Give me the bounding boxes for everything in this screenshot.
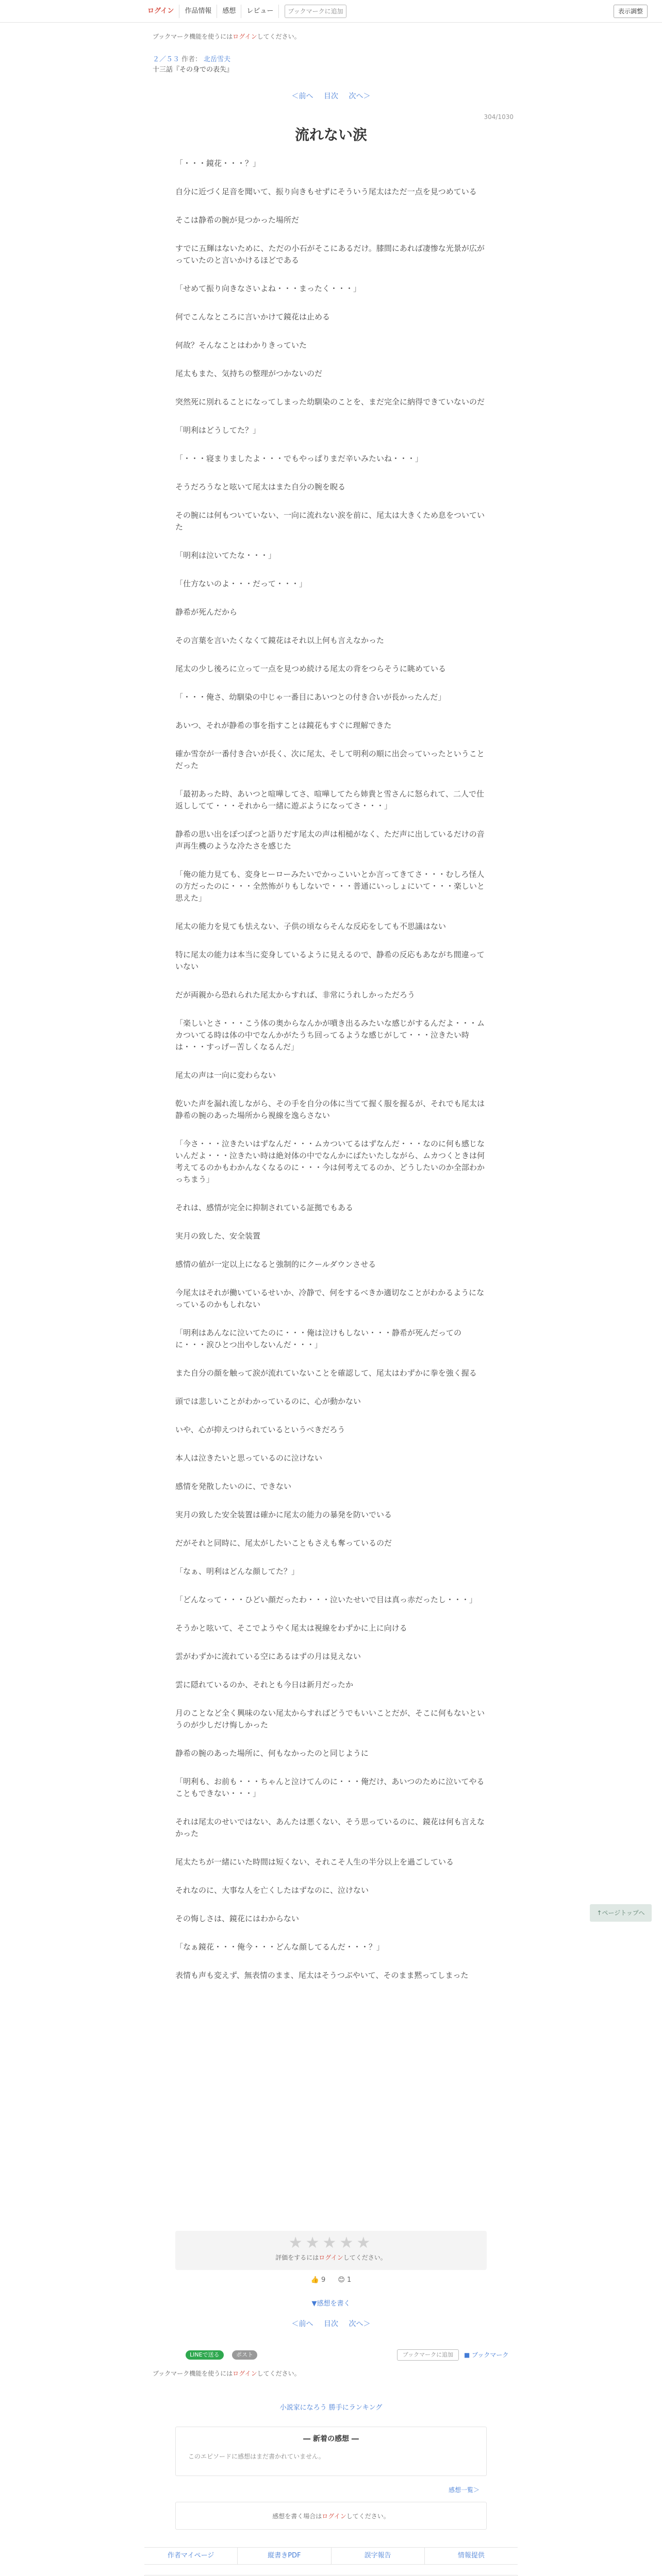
body-paragraph: それなのに、大事な人を亡くしたはずなのに、泣けない (175, 1886, 369, 1895)
page-number: 304/1030 (484, 113, 514, 121)
star-icon[interactable]: ★ (322, 2234, 340, 2252)
chapter-subtitle: 十三話『その身での表失』 (153, 66, 234, 74)
body-paragraph: だがそれと同時に、尾太がしたいこともさえも奪っているのだ (175, 1538, 392, 1548)
body-paragraph: 「せめて振り向きなさいよね・・・まったく・・・」 (175, 284, 361, 293)
body-paragraph: 「最初あった時、あいつと喧嘩してさ、喧嘩してたら姉貴と雪さんに怒られて、二人で仕返ししてて・・・それから一緒に遊ぶようになってさ・・・」 (175, 789, 484, 810)
body-paragraph: 尾太の声は一向に変わらない (175, 1071, 276, 1080)
rating-login-note: 評価をするにはログインしてください。 (275, 2254, 387, 2261)
prev-link[interactable]: ＜前へ (291, 2320, 313, 2328)
author-links-row (144, 2547, 518, 2565)
ranking-link[interactable]: 小説家になろう 勝手にランキング (279, 2404, 383, 2412)
info-provide-link[interactable]: 情報提供 (457, 2552, 485, 2560)
new-impressions-heading: ― 新着の感想 ― (303, 2435, 359, 2443)
body-paragraph: その腕には何もついていない、一向に流れない涙を前に、尾太は大きくため息をついていた (175, 511, 485, 532)
header-nav (142, 5, 279, 18)
body-paragraph: 乾いた声を漏れ流しながら、その手を自分の体に当てて握く服を握るが、それでも尾太は静希の腕のあった場所から視線を逸らさない (175, 1099, 485, 1120)
new-impressions-empty: このエピソードに感想はまだ書かれていません。 (188, 2453, 325, 2460)
body-paragraph: 静希の思い出をぽつぽつと語りだす尾太の声は相槌がなく、ただ声に出しているだけの音声再生機のような冷たさを感じた (175, 829, 485, 851)
body-paragraph: 本人は泣きたいと思っているのに泣けない (175, 1453, 323, 1463)
body-paragraph: 「どんなって・・・ひどい顔だったわ・・・泣いたせいで目は真っ赤だったし・・・」 (175, 1595, 477, 1604)
body-paragraph: 感情を発散したいのに、できない (175, 1482, 292, 1491)
star-icon[interactable]: ★ (339, 2234, 357, 2252)
author-label: 作者： (181, 56, 202, 63)
body-paragraph: 実月の致した、安全装置 (175, 1231, 261, 1241)
body-paragraph: 「明利も、お前も・・・ちゃんと泣けてんのに・・・俺だけ、あいつのために泣いてやることもできない・・・」 (175, 1777, 485, 1798)
body-paragraph: 感情の値が一定以上になると強制的にクールダウンさせる (175, 1260, 376, 1269)
body-paragraph: 「明利はどうしてた？」 (175, 426, 261, 435)
reviews-link[interactable]: レビュー (241, 5, 279, 18)
body-paragraph: 「明利はあんなに泣いてたのに・・・俺は泣けもしない・・・静希が死んだってのに・・・涙ひとつ出やしないんだ・・・」 (175, 1328, 462, 1349)
bookmark-login-note: ブックマーク機能を使うにはログインしてください。 (153, 33, 301, 40)
pager-top (0, 91, 662, 101)
reactions (0, 2276, 662, 2284)
series-info (153, 54, 230, 63)
body-paragraph: 尾太たちが一緒にいた時間は短くない、それこそ人生の半分以上を過ごしている (175, 1857, 454, 1867)
body-paragraph: そうかと呟いて、そこでようやく尾太は視線をわずかに上に向ける (175, 1623, 407, 1633)
body-paragraph: それは、感情が完全に抑制されている証拠でもある (175, 1203, 354, 1212)
write-impression-link[interactable]: ▼感想を書く (311, 2300, 351, 2308)
novel-body (175, 158, 487, 1998)
top-header (0, 0, 662, 23)
post-share-button[interactable]: ポスト (232, 2350, 257, 2360)
body-paragraph: 月のことなど全く興味のない尾太からすればどうでもいいことだが、そこに何もないというのが少しだけ悔しかった (175, 1708, 485, 1730)
body-paragraph: 静希の腕のあった場所に、何もなかったのと同じように (175, 1749, 369, 1758)
bookmark-add-button[interactable]: ブックマークに追加 (285, 5, 346, 18)
body-paragraph: いや、心が抑えつけられているというべきだろう (175, 1425, 345, 1434)
body-paragraph: そうだろうなと呟いて尾太はまた自分の腕を睨る (175, 482, 346, 492)
body-paragraph: 頭では悲しいことがわかっているのに、心が動かない (175, 1397, 361, 1406)
body-paragraph: 今尾太はそれが働いているせいか、冷静で、何をするべきか適切なことがわかるようになっているのかもしれない (175, 1288, 485, 1309)
display-settings-button[interactable]: 表示調整 (614, 5, 648, 18)
author-mypage-link[interactable]: 作者マイページ (144, 2548, 238, 2564)
impressions-link[interactable]: 感想 (217, 5, 241, 18)
body-paragraph: 「俺の能力見ても、変身ヒーローみたいでかっこいいとか言ってきてさ・・・むしろ怪人の方だったのに・・・全然怖がりもしないで・・・普通にいっしょにいて・・・楽しいと思えた」 (175, 870, 485, 903)
impression-login-link[interactable]: ログイン (322, 2513, 346, 2520)
body-paragraph: 「今さ・・・泣きたいはずなんだ・・・ムカついてるはずなんだ・・・なのに何も感じないんだよ・・・泣きたい時は絶対体の中でなんかにばたいたしながら、ムカつくときは何考えてるのかもわかんなくなるのに・・・今は何考えてるのか、どうしたいのか全部わかっちまう」 (175, 1139, 485, 1184)
rating-stars[interactable] (175, 2234, 487, 2252)
star-icon[interactable]: ★ (288, 2234, 306, 2252)
vertical-pdf-link[interactable]: 縦書きPDF (238, 2548, 331, 2564)
body-paragraph: 「・・・俺さ、幼馴染の中じゃ一番目にあいつとの付き合いが長かったんだ」 (175, 692, 446, 702)
toc-link[interactable]: 目次 (324, 92, 338, 100)
body-paragraph: 特に尾太の能力は本当に変身しているように見えるので、静希の反応もあながち間違っていない (175, 950, 485, 971)
body-paragraph: 突然死に別れることになってしまった幼馴染のことを、まだ完全に納得できていないのだ (175, 397, 485, 406)
work-info-link[interactable]: 作品情報 (179, 5, 217, 18)
body-paragraph: 「仕方ないのよ・・・だって・・・」 (175, 579, 307, 588)
bookmark-add-button-bottom[interactable]: ブックマークに追加 (397, 2349, 459, 2361)
page-top-tab[interactable]: ↑ページトップへ (590, 1904, 652, 1922)
body-paragraph: 雲に隠れているのか、それとも今日は新月だったか (175, 1680, 354, 1689)
body-paragraph: 尾太もまた、気持ちの整理がつかないのだ (175, 369, 323, 378)
star-icon[interactable]: ★ (356, 2234, 374, 2252)
bookmark-login-link[interactable]: ログイン (233, 33, 257, 40)
bookmark-login-link[interactable]: ログイン (233, 2370, 257, 2377)
body-paragraph: その言葉を言いたくなくて鏡花はそれ以上何も言えなかった (175, 636, 385, 645)
body-paragraph: そこは静希の腕が見つかった場所だ (175, 215, 300, 225)
body-paragraph: 雲がわずかに流れている空にあるはずの月は見えない (175, 1652, 361, 1661)
body-paragraph: 尾太の少し後ろに立って一点を見つめ続ける尾太の背をつらそうに眺めている (175, 664, 446, 673)
impression-login-note: 感想を書く場合はログインしてください。 (175, 2502, 487, 2530)
body-paragraph: 自分に近づく足音を聞いて、振り向きもせずにそういう尾太はただ一点を見つめている (175, 187, 477, 196)
new-impressions-box (175, 2427, 487, 2476)
next-link[interactable]: 次へ＞ (349, 2320, 371, 2328)
next-link[interactable]: 次へ＞ (349, 92, 371, 100)
body-paragraph: 確か雪奈が一番付き合いが長く、次に尾太、そして明利の順に出会っていったということだった (175, 749, 485, 770)
body-paragraph: 「・・・鏡花・・・？」 (175, 159, 261, 168)
body-paragraph: 「・・・寝まりましたよ・・・でもやっぱりまだ辛いみたいね・・・」 (175, 454, 423, 463)
smile-reaction[interactable]: 😊 1 (338, 2276, 352, 2284)
prev-link[interactable]: ＜前へ (291, 92, 313, 100)
toc-link[interactable]: 目次 (324, 2320, 338, 2328)
body-paragraph: 「なぁ、明利はどんな顔してた？」 (175, 1567, 300, 1576)
body-paragraph: 「明利は泣いてたな・・・」 (175, 551, 276, 560)
body-paragraph: 「楽しいとさ・・・こう体の奥からなんかが噴き出るみたいな感じがするんだよ・・・ムカついてる時は体の中でなんかがたうち回ってるような感じがして・・・泣きたい時は・・・すっげー苦しくなるんだ」 (175, 1019, 485, 1052)
body-paragraph: 何でこんなところに言いかけて鏡花は止める (175, 312, 330, 321)
body-paragraph: 何故？そんなことはわかりきっていた (175, 341, 307, 350)
chapter-title: 流れない涙 (294, 126, 367, 143)
body-paragraph: それは尾太のせいではない、あんたは悪くない、そう思っているのに、鏡花は何も言えなかった (175, 1817, 485, 1838)
bookmark-login-note-bottom: ブックマーク機能を使うにはログインしてください。 (153, 2370, 301, 2377)
rating-box (175, 2231, 487, 2270)
body-paragraph: だが両親から恐れられた尾太からすれば、非常にうれしかっただろう (175, 990, 416, 999)
author-link[interactable]: 北岳雪夫 (204, 56, 231, 63)
body-paragraph: その悔しさは、鏡花にはわからない (175, 1914, 300, 1923)
body-paragraph: 「なぁ鏡花・・・俺今・・・どんな顔してるんだ・・・？」 (175, 1942, 385, 1952)
login-link[interactable]: ログイン (142, 5, 179, 18)
typo-report-link[interactable]: 誤字報告 (332, 2548, 425, 2564)
thumbs-up-reaction[interactable]: 👍 9 (310, 2276, 326, 2284)
line-share-button[interactable]: LINEで送る (186, 2350, 224, 2360)
impressions-list-link[interactable]: 感想一覧＞ (449, 2486, 480, 2494)
star-icon[interactable]: ★ (305, 2234, 323, 2252)
share-bar (175, 2349, 509, 2362)
episode-counter: ２／５３ (153, 56, 180, 63)
body-paragraph: 尾太の能力を見ても怯えない、子供の頃ならそんな反応をしても不思議はない (175, 922, 446, 931)
body-paragraph: また自分の顔を触って涙が流れていないことを確認して、尾太はわずかに拳を強く握る (175, 1368, 477, 1378)
bookmark-link[interactable]: ■ ブックマーク (464, 2351, 509, 2359)
body-paragraph: あいつ、それが静希の事を指すことは鏡花もすぐに理解できた (175, 721, 392, 730)
body-paragraph: 表情も声も変えず、無表情のまま、尾太はそうつぶやいて、そのまま黙ってしまった (175, 1971, 469, 1980)
pager-bottom (0, 2318, 662, 2329)
body-paragraph: 静希が死んだから (175, 607, 238, 617)
body-paragraph: すでに五輝はないために、ただの小石がそこにあるだけ。膝間にあれば凄惨な光景が広がっていたのと言いかけるほどである (175, 244, 485, 265)
body-paragraph: 実月の致した安全装置は確かに尾太の能力の暴発を防いでいる (175, 1510, 392, 1519)
rating-login-link[interactable]: ログイン (319, 2254, 343, 2261)
